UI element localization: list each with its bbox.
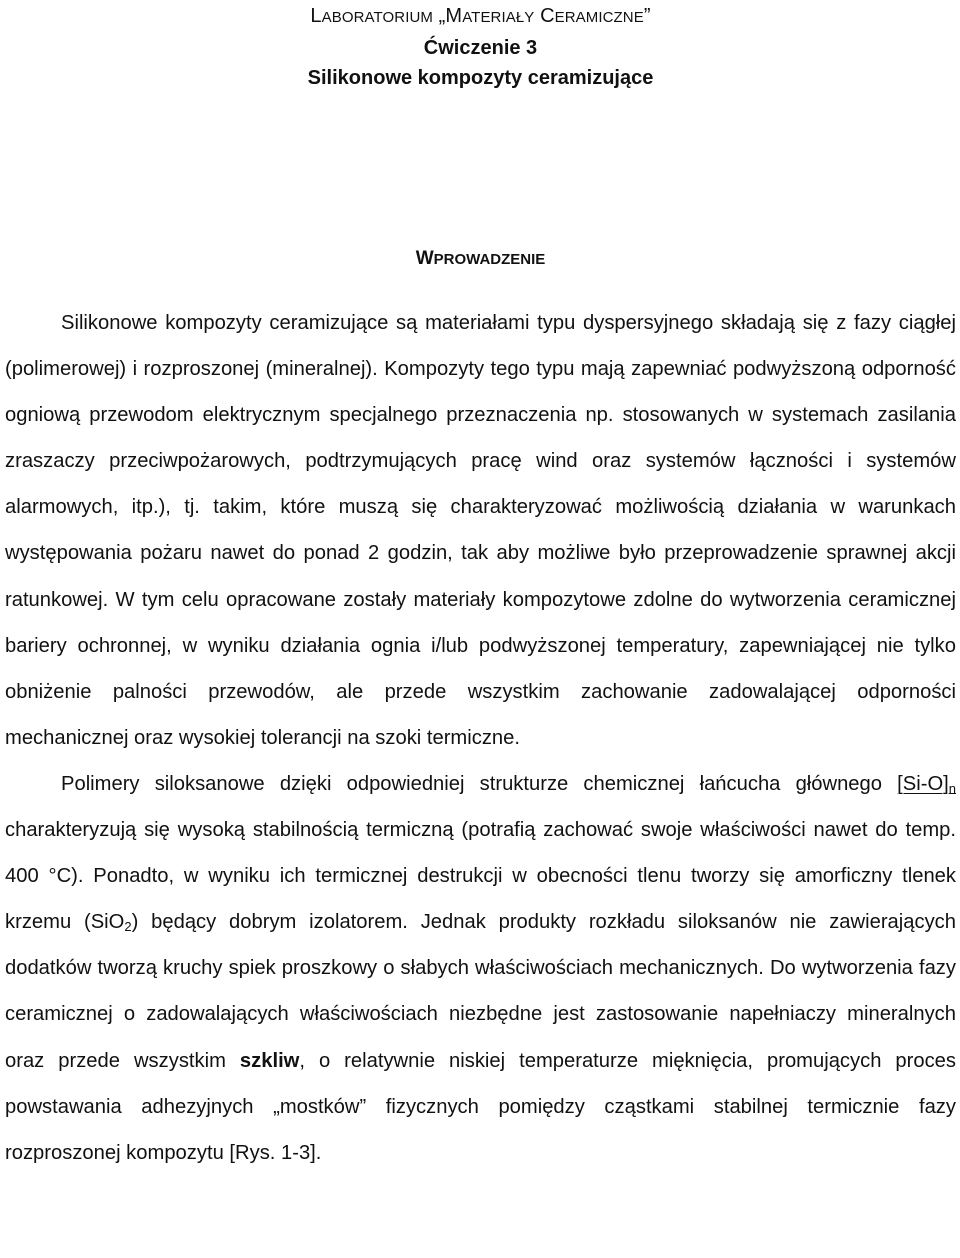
document-title: Silikonowe kompozyty ceramizujące (307, 67, 654, 89)
chain-formula: $[Si-O]_n$ (897, 772, 956, 796)
paragraph-intro: Silikonowe kompozyty ceramizujące są materiałami typu dyspersyjnego składają się z fazy ciągłej (polimerowej) i rozproszonej (mineralnej). Kompozyty tego typu mają zapewniać podwyższoną odporność ogniową przewodom elektrycznym specjalnego przeznaczenia np. stosowanych w systemach zasilania zraszaczy przeciwpożarowych, podtrzymujących pracę wind oraz systemów łączności i systemów alarmowych, itp.), tj. takim, które muszą się charakteryzować możliwością działania w warunkach występowania pożaru nawet do ponad 2 godzin, tak aby możliwe było przeprowadzenie sprawnej akcji ratunkowej. W tym celu opracowane zostały materiały kompozytowe zdolne do wytworzenia ceramicznej bariery ochronnej, w wyniku działania ognia i/lub podwyższonej temperatury, zapewniającej nie tylko obniżenie palności przewodów, ale przede wszystkim zachowanie zadowalającej odporności mechanicznej oraz wysokiej tolerancji na szoki termiczne. (5, 312, 956, 749)
body-text (5, 300, 956, 1176)
page-content (5, 0, 957, 1164)
document-header (5, 0, 956, 93)
bold-term: szkliw (239, 1049, 300, 1072)
section-heading: WPROWADZENIE (415, 248, 546, 269)
exercise-number: Ćwiczenie 3 (423, 37, 538, 59)
lab-title: LABORATORIUM „MATERIAŁY CERAMICZNE” (310, 5, 651, 27)
paragraph-polymers: Polimery siloksanowe dzięki odpowiedniej strukturze chemicznej łańcucha głównego $[Si-O]_n$ charakteryzują się wysoką stabilnością termiczną (potrafią zachować swoje właściwości nawet do temp. 400 °C). Ponadto, w wyniku ich termicznej destrukcji w obecności tlenu tworzy się amorficzny tlenek krzemu (SiO$_2$) będący dobrym izolatorem. Jednak produkty rozkładu siloksanów nie zawierających dodatków tworzą kruchy spiek proszkowy o słabych właściwościach mechanicznych. Do wytworzenia fazy ceramicznej o zadowalających właściwościach niezbędne jest zastosowanie napełniaczy mineralnych oraz przede wszystkim szkliw, o relatywnie niskiej temperaturze mięknięcia, promujących proces powstawania adhezyjnych „mostków” fizycznych pomiędzy cząstkami stabilnej termicznie fazy rozproszonej kompozytu [Rys. 1-3]. (5, 772, 957, 1164)
subscript-2: 2 (124, 919, 132, 935)
